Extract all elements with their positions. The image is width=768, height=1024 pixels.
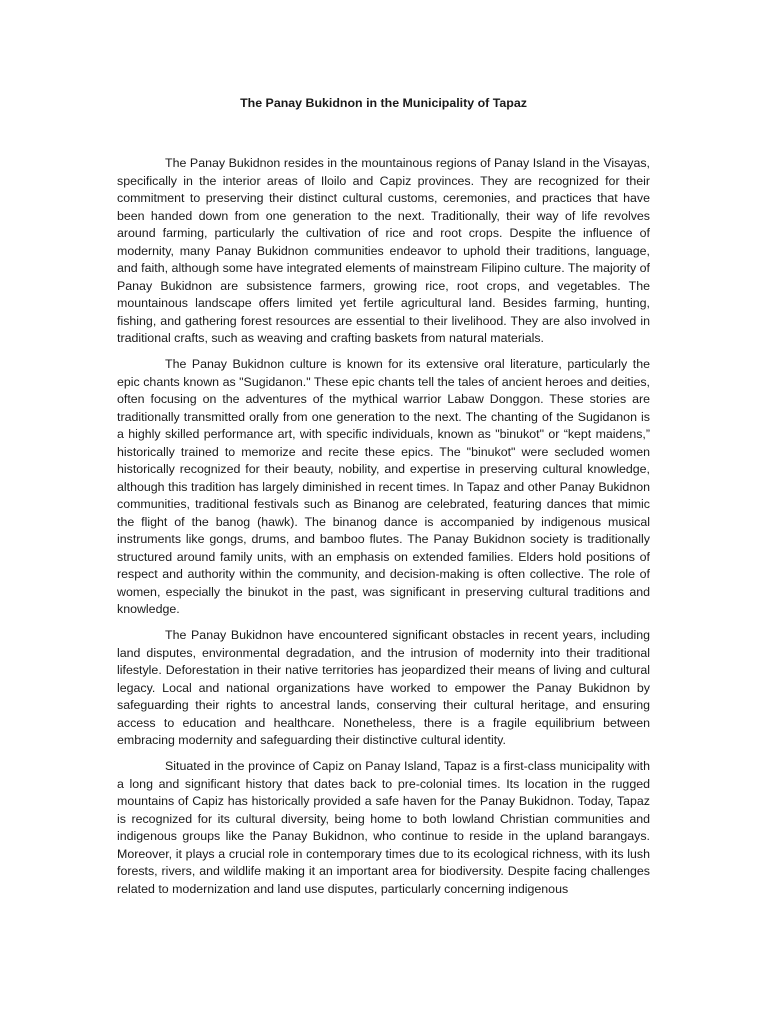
paragraph-4: Situated in the province of Capiz on Panay Island, Tapaz is a first-class municipality with a long and significant history that dates back to pre-colonial times. Its location in the rugged mountains of Capiz has historically provided a safe haven for the Panay Bukidnon. Today, Tapaz is recognized for its cultural diversity, being home to both lowland Christian communities and indigenous groups like the Panay Bukidnon, who continue to reside in the upland barangays. Moreover, it plays a crucial role in contemporary times due to its ecological richness, with its lush forests, rivers, and wildlife making it an important area for biodiversity. Despite facing challenges related to modernization and land use disputes, particularly concerning indigenous	[117, 759, 650, 896]
paragraph-2: The Panay Bukidnon culture is known for its extensive oral literature, particularly the epic chants known as "Sugidanon." These epic chants tell the tales of ancient heroes and deities, often focusing on the adventures of the mythical warrior Labaw Donggon. These stories are traditionally transmitted orally from one generation to the next. The chanting of the Sugidanon is a highly skilled performance art, with specific individuals, known as "binukot" or “kept maidens,” historically trained to memorize and recite these epics. The "binukot" were secluded women historically recognized for their beauty, nobility, and expertise in preserving cultural knowledge, although this tradition has largely diminished in recent times. In Tapaz and other Panay Bukidnon communities, traditional festivals such as Binanog are celebrated, featuring dances that mimic the flight of the banog (hawk). The binanog dance is accompanied by indigenous musical instruments like gongs, drums, and bamboo flutes. The Panay Bukidnon society is traditionally structured around family units, with an emphasis on extended families. Elders hold positions of respect and authority within the community, and decision-making is often collective. The role of women, especially the binukot in the past, was significant in preserving cultural traditions and knowledge.	[117, 357, 650, 616]
paragraph-1: The Panay Bukidnon resides in the mountainous regions of Panay Island in the Visayas, specifically in the interior areas of Iloilo and Capiz provinces. They are recognized for their commitment to preserving their distinct cultural customs, ceremonies, and practices that have been handed down from one generation to the next. Traditionally, their way of life revolves around farming, particularly the cultivation of rice and root crops. Despite the influence of modernity, many Panay Bukidnon communities endeavor to uphold their traditions, language, and faith, although some have integrated elements of mainstream Filipino culture. The majority of Panay Bukidnon are subsistence farmers, growing rice, root crops, and vegetables. The mountainous landscape offers limited yet fertile agricultural land. Besides farming, hunting, fishing, and gathering forest resources are essential to their livelihood. They are also involved in traditional crafts, such as weaving and crafting baskets from natural materials.	[117, 156, 650, 345]
document-title: The Panay Bukidnon in the Municipality of Tapaz	[240, 96, 527, 110]
paragraph-3: The Panay Bukidnon have encountered significant obstacles in recent years, including land disputes, environmental degradation, and the intrusion of modernity into their traditional lifestyle. Deforestation in their native territories has jeopardized their means of living and cultural legacy. Local and national organizations have worked to empower the Panay Bukidnon by safeguarding their rights to ancestral lands, conserving their cultural heritage, and ensuring access to education and healthcare. Nonetheless, there is a fragile equilibrium between embracing modernity and safeguarding their distinctive cultural identity.	[117, 628, 650, 747]
